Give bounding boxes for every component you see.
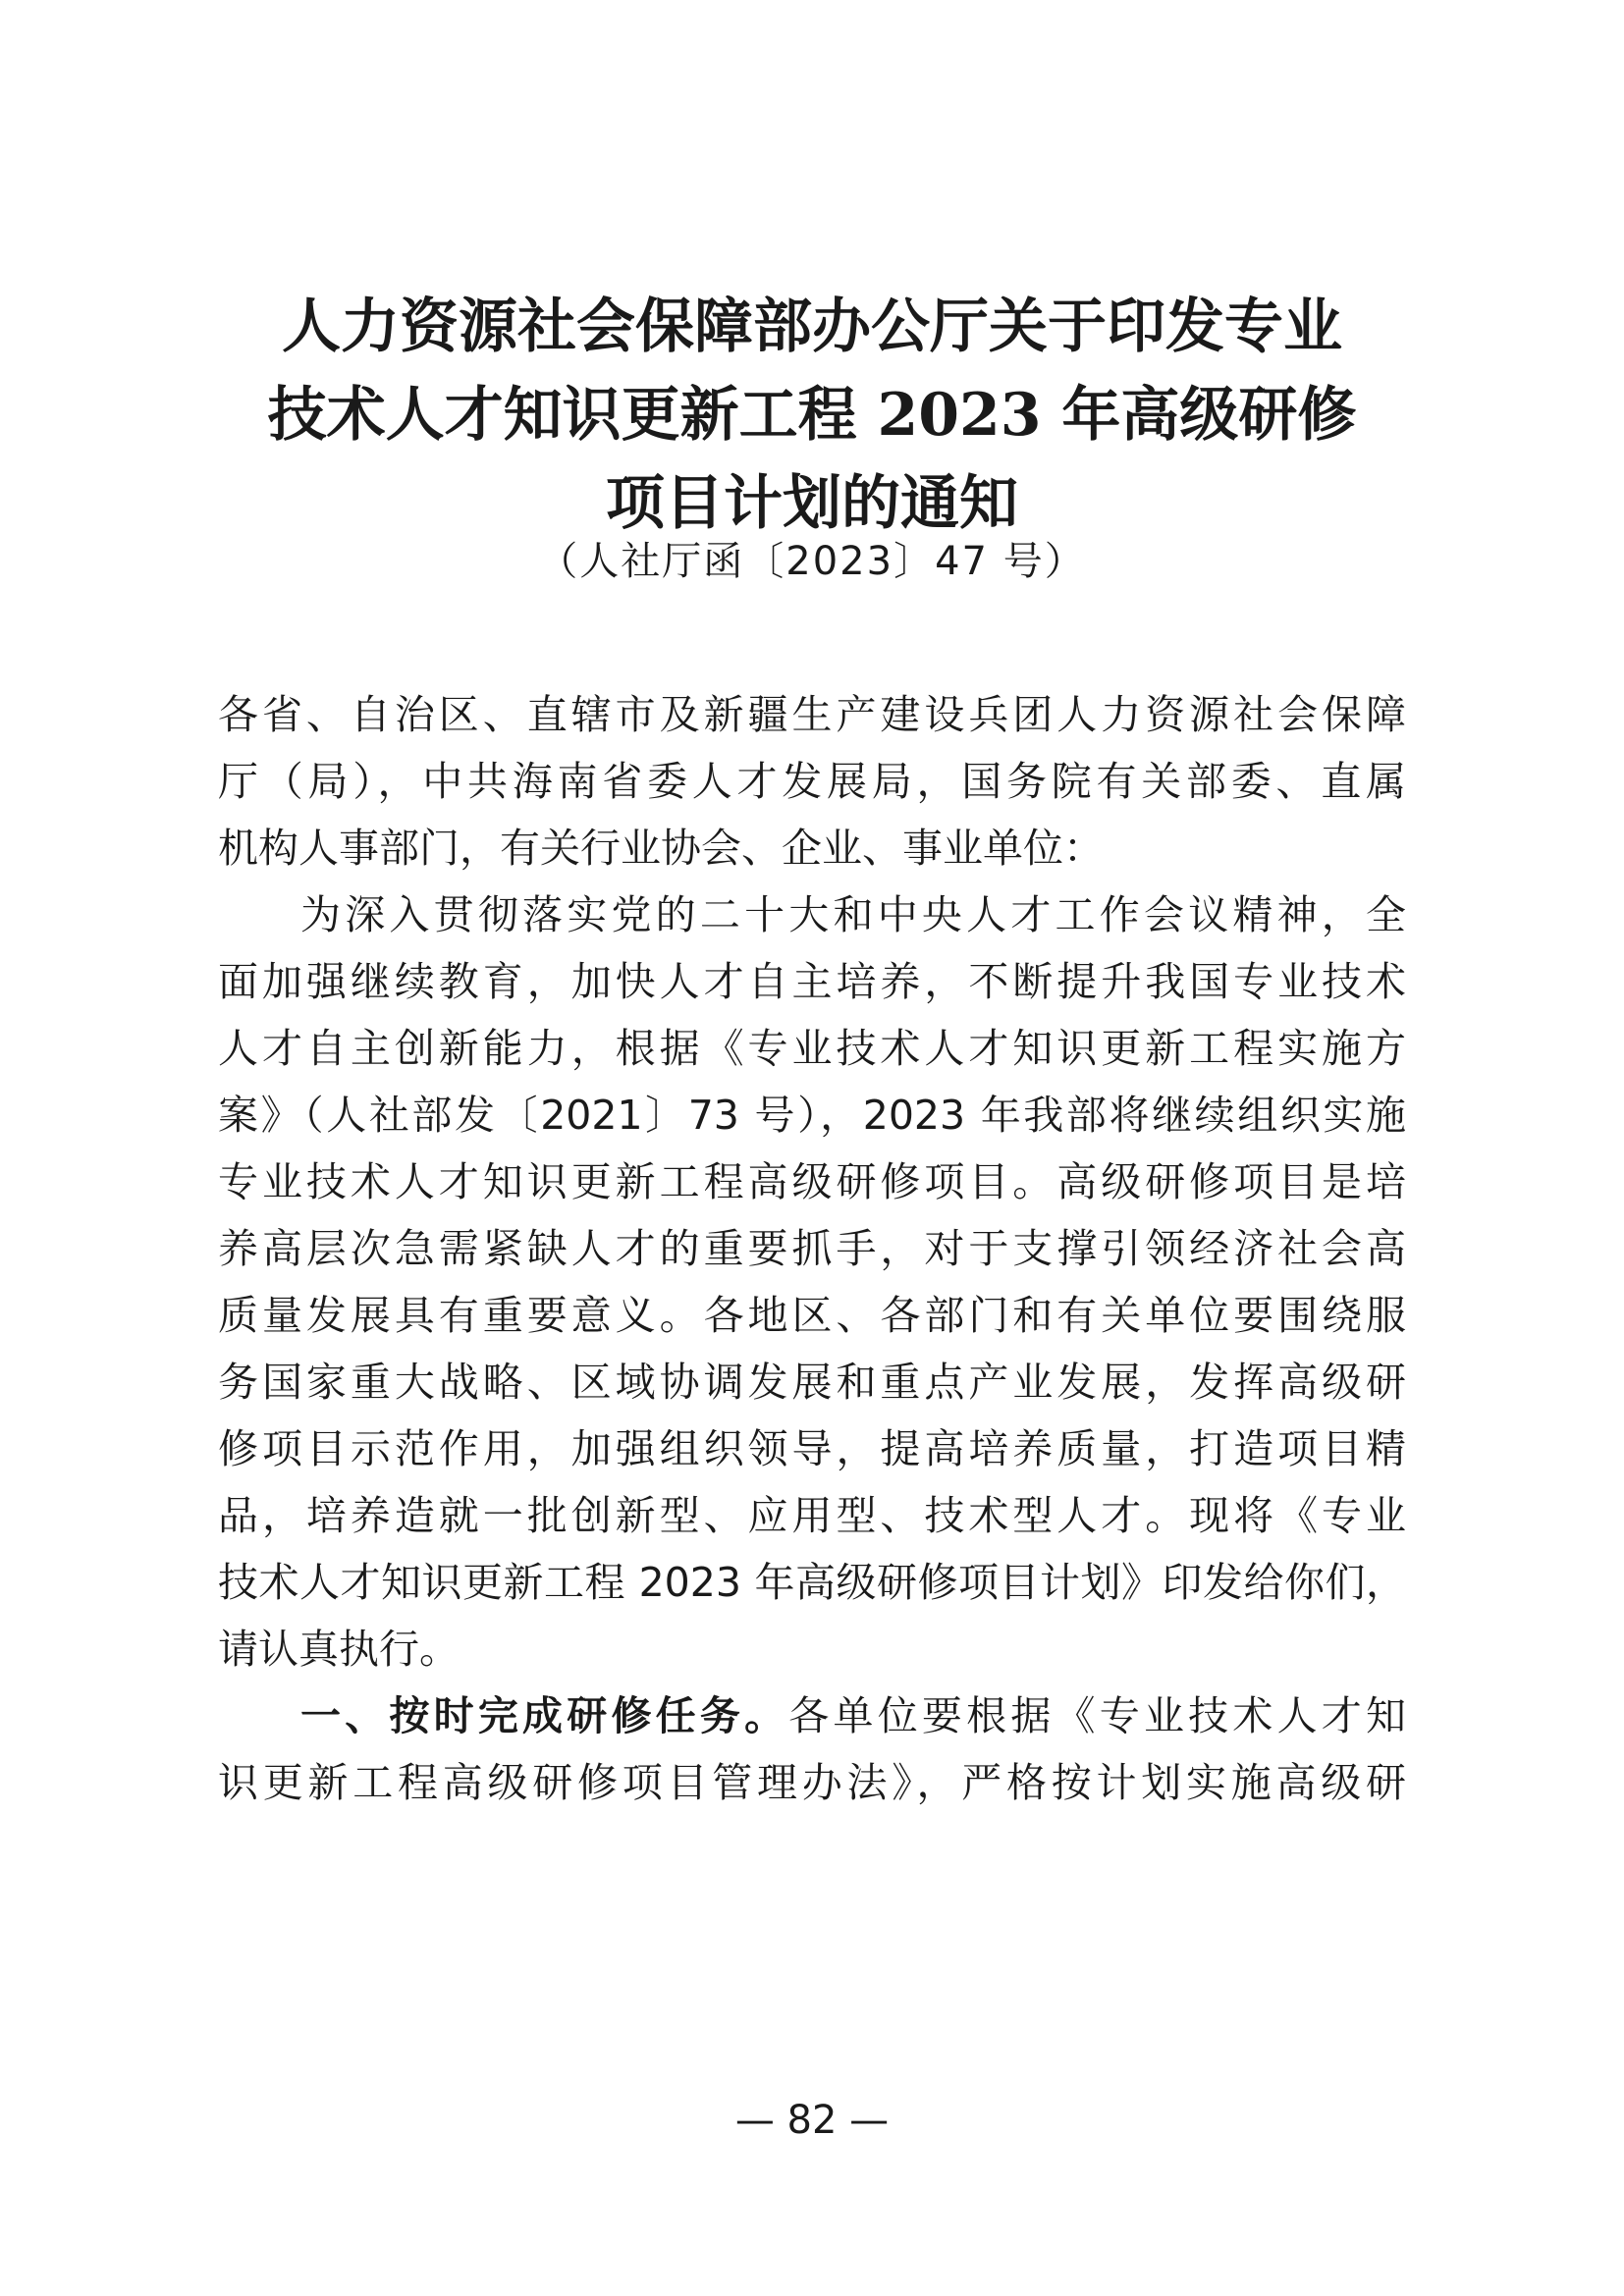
paragraph-line: 人才自主创新能力，根据《专业技术人才知识更新工程实施方 [218,1025,1406,1072]
page-number: — 82 — [734,2098,890,2143]
section-1-line-2: 识更新工程高级研修项目管理办法》，严格按计划实施高级研 [218,1759,1406,1806]
paragraph-line: 专业技术人才知识更新工程高级研修项目。高级研修项目是培 [218,1158,1406,1205]
section-1-text: 各单位要根据《专业技术人才知 [788,1692,1407,1739]
section-1-heading: 一、按时完成研修任务。 [300,1692,789,1739]
paragraph-line: 技术人才知识更新工程 2023 年高级研修项目计划》印发给你们， [218,1559,1406,1606]
paragraph-line: 养高层次急需紧缺人才的重要抓手，对于支撑引领经济社会高 [218,1225,1406,1272]
paragraph-line: 务国家重大战略、区域协调发展和重点产业发展，发挥高级研 [218,1359,1406,1406]
paragraph-line: 案》（人社部发〔2021〕73 号），2023 年我部将继续组织实施 [218,1092,1406,1139]
paragraph-line: 修项目示范作用，加强组织领导，提高培养质量，打造项目精 [218,1425,1406,1472]
section-1-line-1 [218,1682,1406,1749]
paragraph-line: 为深入贯彻落实党的二十大和中央人才工作会议精神，全 [300,891,1406,938]
addressee-line-3: 机构人事部门，有关行业协会、企业、事业单位： [218,825,1104,872]
document-body [218,681,1406,1816]
title-line-3: 项目计划的通知 [606,469,1018,538]
title-line-1: 人力资源社会保障部办公厅关于印发专业 [282,293,1342,361]
addressee-line-2: 厅（局），中共海南省委人才发展局，国务院有关部委、直属 [218,758,1406,805]
document-title [0,283,1624,548]
paragraph-line: 请认真执行。 [218,1626,460,1673]
title-line-2: 技术人才知识更新工程 2023 年高级研修 [267,381,1357,450]
addressee-line-1: 各省、自治区、直辖市及新疆生产建设兵团人力资源社会保障 [218,691,1406,738]
paragraph-line: 面加强继续教育，加快人才自主培养，不断提升我国专业技术 [218,958,1406,1005]
paragraph-line: 质量发展具有重要意义。各地区、各部门和有关单位要围绕服 [218,1292,1406,1339]
paragraph-line: 品，培养造就一批创新型、应用型、技术型人才。现将《专业 [218,1492,1406,1539]
document-number: （人社厅函〔2023〕47 号） [538,539,1086,584]
